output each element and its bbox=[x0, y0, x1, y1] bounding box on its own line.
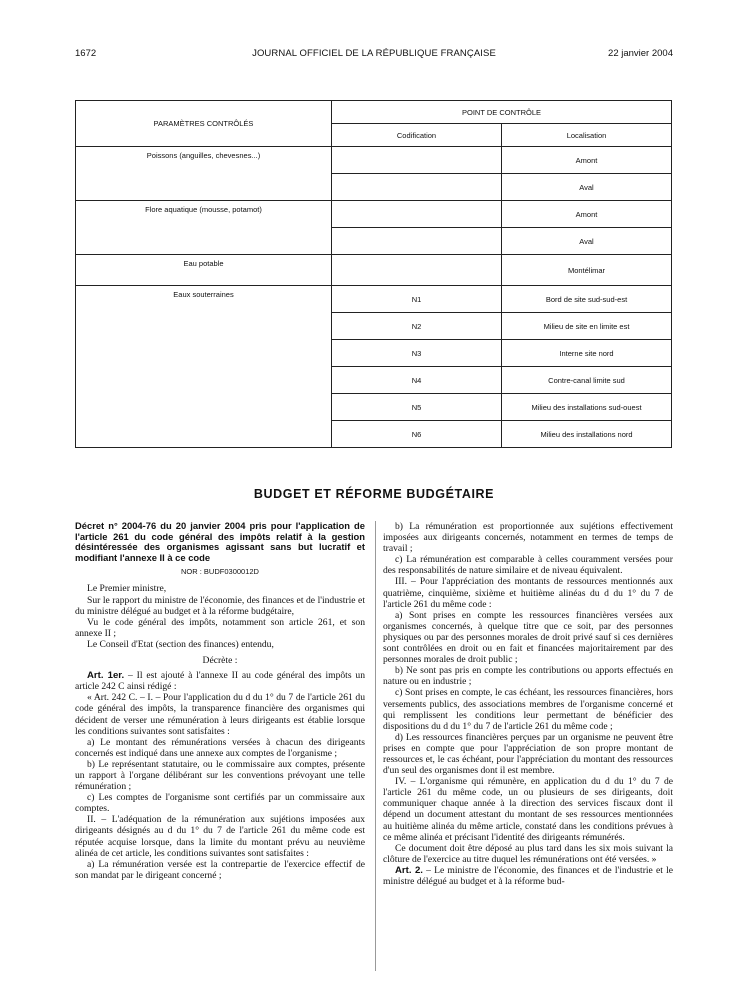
article-1 bbox=[75, 670, 365, 692]
codification-cell: N4 bbox=[332, 367, 502, 394]
paragraph: a) Le montant des rémunérations versées à chacun des dirigeants concernés est indiqué dans une annexe aux comptes de l'organisme ; bbox=[75, 736, 365, 759]
paragraph: IV. – L'organisme qui rémunère, en application du d du 1° du 7 de l'article 261 du même code, un ou plusieurs de ses dirigeants, doit communiquer chaque année à la direction des services fiscaux dont il dépend un document attestant du montant de ses ressources mentionnées au huitième alinéa du même article, constaté dans les conditions prévues à ce même alinéa et précisant l'identité des dirigeants rémunérés. bbox=[383, 776, 673, 843]
paragraph: b) La rémunération est proportionnée aux sujétions effectivement imposées aux dirigeants concernés, notamment en termes de temps de travail ; bbox=[383, 521, 673, 555]
table-row bbox=[76, 201, 672, 228]
localisation-cell: Bord de site sud-sud-est bbox=[502, 286, 672, 313]
column-divider bbox=[375, 521, 376, 971]
codification-cell bbox=[332, 228, 502, 255]
journal-title: JOURNAL OFFICIEL DE LA RÉPUBLIQUE FRANÇAISE bbox=[252, 48, 496, 59]
codification-cell bbox=[332, 174, 502, 201]
article-label: Art. 1er. bbox=[87, 670, 125, 682]
page-number: 1672 bbox=[75, 48, 97, 59]
localisation-cell: Montélimar bbox=[502, 255, 672, 286]
paragraph: d) Les ressources financières perçues par un organisme ne peuvent être prises en compte que pour l'appréciation de son propre montant de ressources et, le cas échéant, pour l'appréciation du montant des ressources d'un seul des organismes dont il est membre. bbox=[383, 731, 673, 777]
article-label: Art. 2. bbox=[395, 864, 423, 876]
article-2 bbox=[383, 865, 673, 887]
codification-cell: N2 bbox=[332, 313, 502, 340]
parameter-name: Flore aquatique (mousse, potamot) bbox=[76, 201, 332, 255]
paragraph: b) Le représentant statutaire, ou le commissaire aux comptes, présente un rapport à l'organe délibérant sur les conventions prévoyant une telle rémunération ; bbox=[75, 758, 365, 793]
table-row bbox=[76, 255, 672, 286]
localisation-cell: Milieu des installations nord bbox=[502, 421, 672, 448]
localisation-cell: Interne site nord bbox=[502, 340, 672, 367]
article-text: – Le ministre de l'économie, des finances et de l'industrie et le ministre délégué au budget et à la réforme bud- bbox=[383, 864, 673, 887]
header-point-controle: POINT DE CONTRÔLE bbox=[332, 101, 672, 124]
localisation-cell: Contre-canal limite sud bbox=[502, 367, 672, 394]
article-text: – Il est ajouté à l'annexe II au code général des impôts un article 242 C ainsi rédigé : bbox=[75, 670, 366, 693]
table-row bbox=[76, 286, 672, 313]
header-codification: Codification bbox=[332, 124, 502, 147]
header-parametres: PARAMÈTRES CONTRÔLÉS bbox=[76, 101, 332, 147]
paragraph: Sur le rapport du ministre de l'économie, des finances et de l'industrie et du ministre délégué au budget et à la réforme budgétaire, bbox=[75, 594, 365, 617]
paragraph: « Art. 242 C. – I. – Pour l'application du d du 1° du 7 de l'article 261 du code général des impôts, la transparence financière des organismes qui décident de verser une rémunération à leurs dirigeants est établie lorsque les conditions suivantes sont satisfaites : bbox=[75, 692, 365, 737]
codification-cell bbox=[332, 255, 502, 286]
paragraph: Le Premier ministre, bbox=[87, 583, 167, 595]
paragraph: a) Sont prises en compte les ressources financières versées aux organismes concernés, à quelque titre que ce soit, par des personnes physiques ou par des personnes morales de droit privé sauf si ces dernières sont contrôlées en droit ou en fait et financées majoritairement par des personnes morales de droit public ; bbox=[383, 609, 673, 666]
paragraph: III. – Pour l'appréciation des montants de ressources mentionnés aux quatrième, cinquième, sixième et huitième alinéas du d du 1° du 7 de l'article 261 du même code : bbox=[383, 576, 673, 610]
localisation-cell: Milieu de site en limite est bbox=[502, 313, 672, 340]
localisation-cell: Amont bbox=[502, 201, 672, 228]
parameter-name: Eaux souterraines bbox=[76, 286, 332, 448]
decree-title: Décret n° 2004-76 du 20 janvier 2004 pris pour l'application de l'article 261 du code général des impôts relatif à la gestion désintéressée des organismes agissant sans but lucratif et modifiant l'annexe II à ce code bbox=[75, 520, 365, 563]
paragraph: c) La rémunération est comparable à celles couramment versées pour des responsabilités de nature similaire et de niveau équivalent. bbox=[383, 554, 673, 577]
localisation-cell: Aval bbox=[502, 228, 672, 255]
control-points-table bbox=[75, 100, 672, 448]
codification-cell bbox=[332, 201, 502, 228]
codification-cell: N6 bbox=[332, 421, 502, 448]
issue-date: 22 janvier 2004 bbox=[608, 48, 673, 59]
nor-reference: NOR : BUDF0300012D bbox=[181, 567, 259, 577]
codification-cell: N1 bbox=[332, 286, 502, 313]
table-row bbox=[76, 147, 672, 174]
paragraph: b) Ne sont pas pris en compte les contributions ou apports effectués en nature ou en industrie ; bbox=[383, 665, 673, 688]
paragraph: Vu le code général des impôts, notamment son article 261, et son annexe II ; bbox=[75, 616, 365, 639]
paragraph: II. – L'adéquation de la rémunération aux sujétions imposées aux dirigeants désignés au d du 1° du 7 de l'article 261 du même code est réputée acquise lorsque, dans la limite du montant prévu au neuvième alinéa de cet article, les conditions suivantes sont satisfaites : bbox=[75, 814, 365, 859]
codification-cell bbox=[332, 147, 502, 174]
right-column bbox=[383, 521, 673, 887]
codification-cell: N5 bbox=[332, 394, 502, 421]
parameter-name: Poissons (anguilles, chevesnes...) bbox=[76, 147, 332, 201]
paragraph: Le Conseil d'Etat (section des finances) entendu, bbox=[87, 638, 274, 650]
page-header bbox=[75, 48, 673, 62]
section-title: BUDGET ET RÉFORME BUDGÉTAIRE bbox=[253, 487, 495, 501]
localisation-cell: Milieu des installations sud-ouest bbox=[502, 394, 672, 421]
paragraph: a) La rémunération versée est la contrepartie de l'exercice effectif de son mandat par le dirigeant concerné ; bbox=[75, 858, 365, 881]
decrete-line: Décrète : bbox=[202, 655, 238, 667]
localisation-cell: Amont bbox=[502, 147, 672, 174]
header-localisation: Localisation bbox=[502, 124, 672, 147]
paragraph: c) Sont prises en compte, le cas échéant, les ressources financières, hors versements publics, des associations membres de l'organisme concerné et qui remplissent les conditions leur permettant de bénéficier des dispositions du d du 1° du 7 de l'article 261 du même code ; bbox=[383, 687, 673, 732]
paragraph: c) Les comptes de l'organisme sont certifiés par un commissaire aux comptes. bbox=[75, 792, 365, 815]
codification-cell: N3 bbox=[332, 340, 502, 367]
parameter-name: Eau potable bbox=[76, 255, 332, 286]
left-column bbox=[75, 521, 365, 881]
localisation-cell: Aval bbox=[502, 174, 672, 201]
paragraph: Ce document doit être déposé au plus tard dans les six mois suivant la clôture de l'exercice au titre duquel les rémunérations ont été versées. » bbox=[383, 842, 673, 865]
